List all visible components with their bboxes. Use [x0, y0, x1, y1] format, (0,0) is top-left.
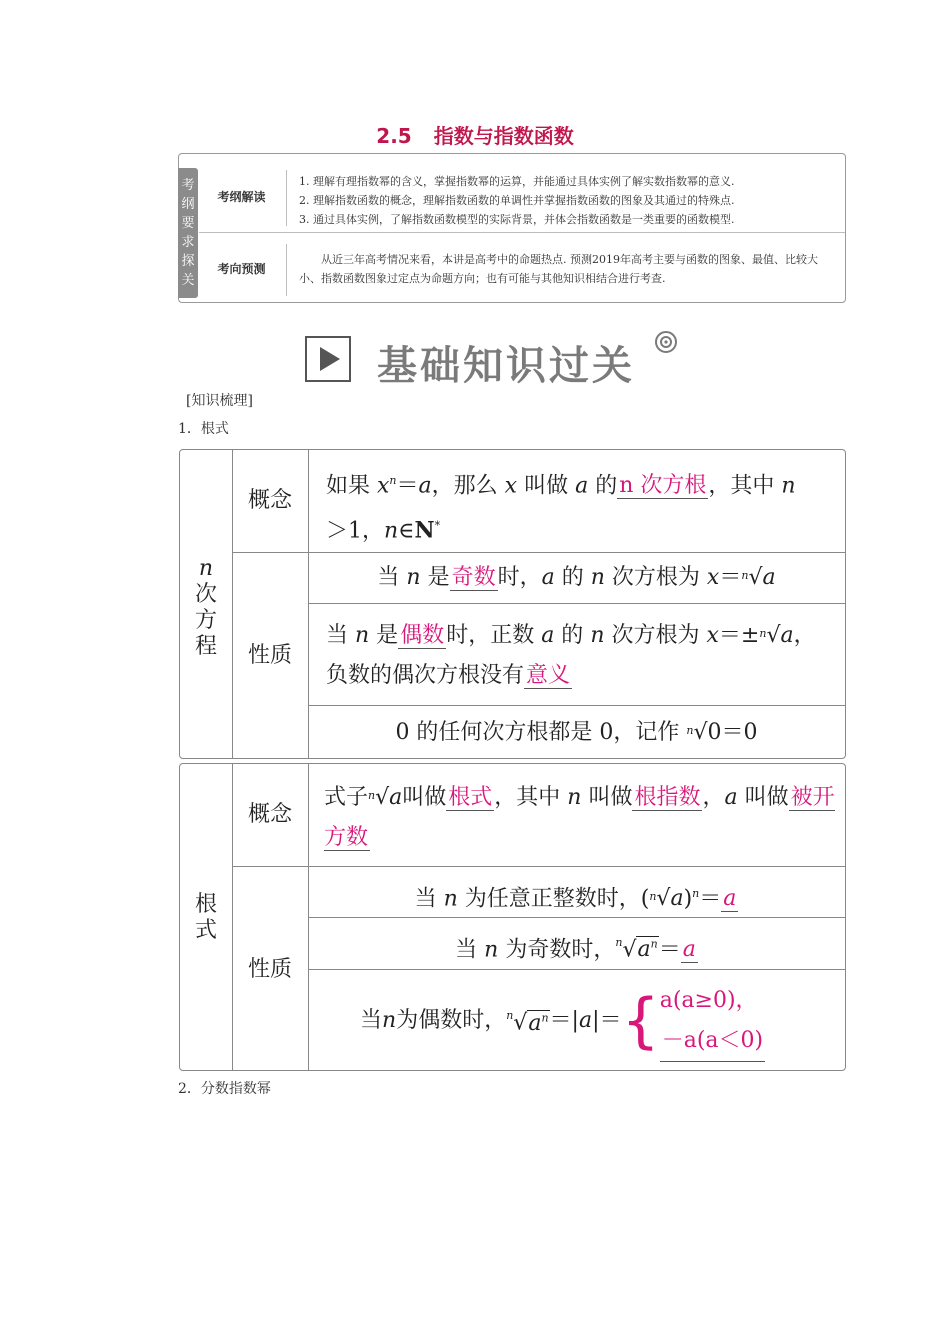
heading-fractional-exponent: 2．分数指数幂	[178, 1081, 271, 1097]
side-char: 关	[181, 273, 195, 288]
section-number: 2.5	[376, 124, 412, 148]
syllabus-row-interpretation	[199, 160, 845, 233]
side-char: 方	[194, 608, 217, 633]
even-radical-property: 当 n 为偶数时， $^n√a^n$ ＝| a |＝ { a(a≥0)， －a(a＜0)	[360, 976, 840, 1066]
blank-answer: a	[682, 937, 696, 963]
case-nonnegative: a(a≥0)，	[659, 987, 758, 1013]
syllabus-side-tab	[178, 168, 198, 298]
side-char: 式	[194, 918, 217, 943]
radical-power-property: 当 n 为任意正整数时，$(^n√a)^n=a$	[308, 874, 845, 919]
side-char: 要	[181, 216, 195, 231]
syllabus-box	[178, 153, 846, 303]
case-negative: －a(a＜0)	[660, 1021, 765, 1062]
blank-answer: n 次方根	[619, 473, 707, 499]
page-title	[0, 120, 950, 149]
blank-answer: 意义	[526, 663, 571, 688]
radical-table	[179, 763, 846, 1071]
radical: $^n$√0	[686, 720, 722, 745]
radical-concept: 式子$^n$√a叫做根式，其中 n 叫做根指数，a 叫做被开方数	[324, 778, 838, 858]
banner-title: 基础知识过关	[377, 343, 635, 389]
side-char: 考	[181, 178, 195, 193]
piecewise-cases	[660, 981, 765, 1062]
section-banner	[305, 332, 685, 389]
section-title: 指数与指数函数	[433, 124, 574, 148]
nth-root-side-label	[180, 556, 232, 660]
side-char: 纲	[181, 197, 195, 212]
blank-answer: 根式	[448, 785, 493, 810]
syllabus-item: 1. 理解有理指数幂的含义，掌握指数幂的运算，并能通过具体实例了解实数指数幂的意义.	[299, 175, 735, 188]
row-content	[299, 172, 835, 229]
syllabus-row-forecast	[199, 234, 845, 302]
left-brace-icon: {	[621, 986, 660, 1056]
property-label: 性质	[247, 643, 292, 668]
radical: $^n$√a	[759, 623, 794, 648]
blank-answer: 被开方数	[324, 785, 835, 850]
target-icon	[654, 330, 678, 354]
row-label: 考纲解读	[217, 189, 266, 204]
play-icon	[305, 336, 351, 382]
radical-side-label	[180, 892, 232, 944]
side-char: 探	[181, 254, 195, 269]
side-char: 求	[181, 235, 195, 250]
concept-label: 概念	[247, 488, 292, 513]
radical: $^n$√a	[368, 785, 403, 810]
section-label: [知识梳理]	[186, 393, 253, 409]
odd-root-property: 当 n 是奇数时，a 的 n 次方根为 x＝$^n$√a	[308, 558, 845, 598]
odd-radical-property: 当 n 为奇数时，$^n√a^n=a$	[308, 925, 845, 970]
syllabus-item: 3. 通过具体实例，了解指数函数模型的实际背景，并体会指数函数是一类重要的函数模型.	[299, 213, 735, 226]
syllabus-item: 2. 理解指数函数的概念，理解指数函数的单调性并掌握指数函数的图象及其通过的特殊点.	[299, 194, 735, 207]
side-char: 根	[194, 892, 217, 917]
radical: $^n√a^n$	[506, 1009, 549, 1036]
blank-answer: 偶数	[400, 623, 445, 648]
row-label: 考向预测	[217, 261, 266, 276]
concept-label: 概念	[247, 802, 292, 827]
blank-answer: a	[723, 886, 737, 912]
radical: $^n$√a	[741, 565, 776, 590]
row-content: 从近三年高考情况来看，本讲是高考中的命题热点. 预测2019年高考主要与函数的图象、最值、比较大小、指数函数图象过定点为命题方向；也有可能与其他知识相结合进行考查.	[299, 253, 818, 285]
blank-answer: 根指数	[634, 785, 701, 810]
side-char: 程	[194, 634, 217, 659]
property-label: 性质	[247, 957, 292, 982]
even-root-property: 当 n 是偶数时，正数 a 的 n 次方根为 x＝±$^n$√a， 负数的偶次方根没有意义	[326, 616, 838, 696]
zero-root-property: 0 的任何次方根都是 0，记作 $^n$√0＝0	[308, 713, 845, 753]
radical: $^n$√a	[649, 886, 684, 912]
radical: $^n√a^n$	[615, 936, 658, 963]
side-char: 次	[194, 582, 217, 607]
nth-root-concept: 如果 $x^n=a$，那么 x 叫做 a 的n 次方根，其中 n ＞1，n∈N*	[326, 473, 796, 544]
nth-root-table	[179, 449, 846, 759]
side-n: n	[198, 556, 214, 581]
blank-answer: 奇数	[451, 565, 496, 590]
heading-radicals: 1．根式	[178, 421, 229, 437]
